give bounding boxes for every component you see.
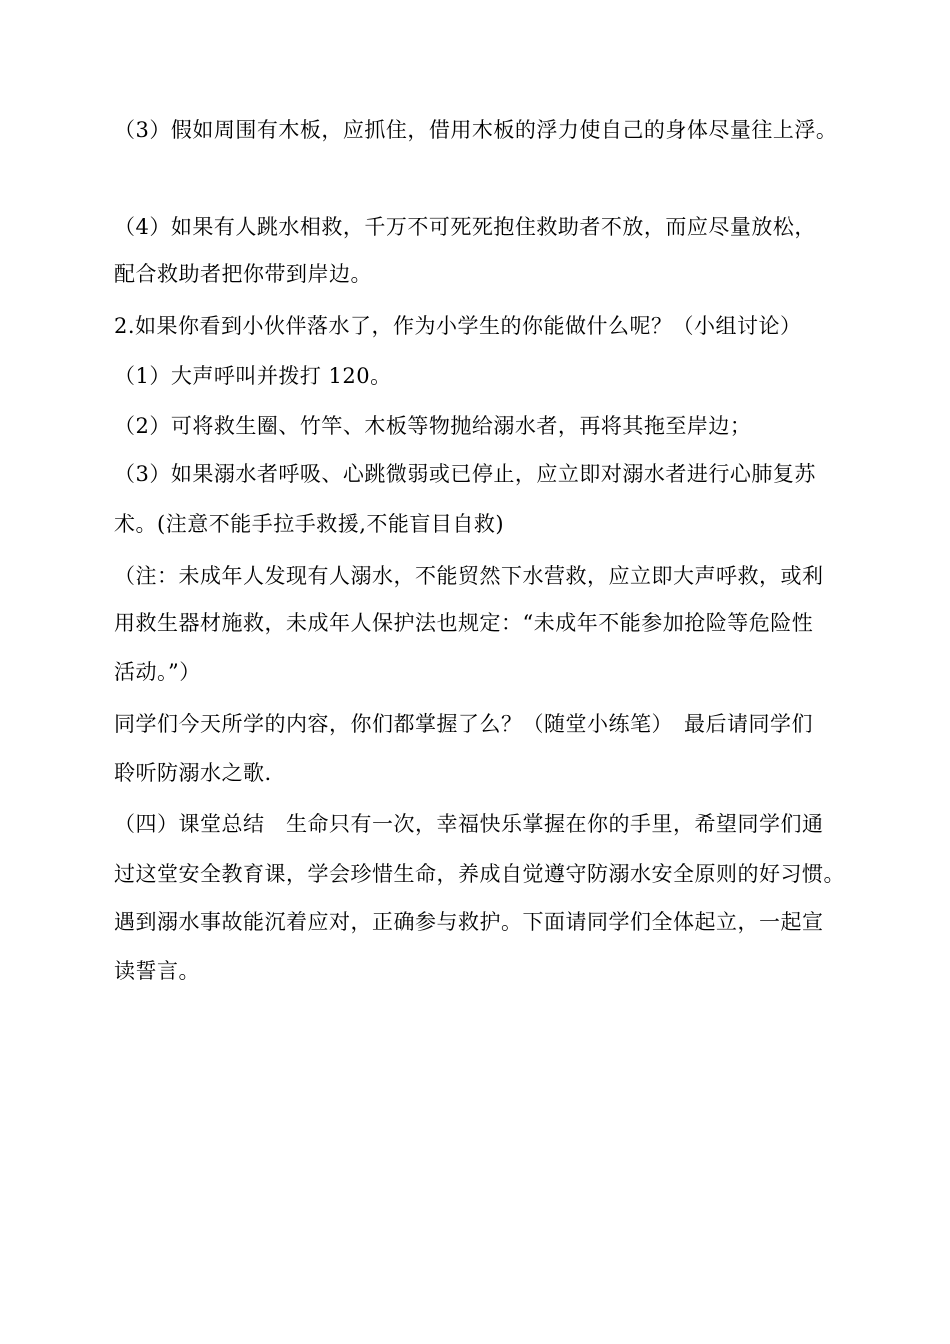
text-line: （注：未成年人发现有人溺水，不能贸然下水营救，应立即大声呼救，或利 xyxy=(114,564,824,588)
text-line: 2.如果你看到小伙伴落水了，作为小学生的你能做什么呢？（小组讨论） xyxy=(114,314,802,338)
text-line: 同学们今天所学的内容，你们都掌握了么？（随堂小练笔） 最后请同学们 xyxy=(114,712,813,736)
text-line: 术。(注意不能手拉手救援,不能盲目自救) xyxy=(114,512,505,536)
text-line: 活动。”） xyxy=(114,660,201,684)
text-line: （3）如果溺水者呼吸、心跳微弱或已停止，应立即对溺水者进行心肺复苏 xyxy=(114,462,816,486)
text-line: 用救生器材施救，未成年人保护法也规定：“未成年不能参加抢险等危险性 xyxy=(114,611,814,635)
text-line: 过这堂安全教育课，学会珍惜生命，养成自觉遵守防溺水安全原则的好习惯。 xyxy=(114,862,845,886)
text-line: 配合救助者把你带到岸边。 xyxy=(114,262,372,286)
text-line: （4）如果有人跳水相救，千万不可死死抱住救助者不放，而应尽量放松， xyxy=(114,215,816,239)
text-line: （1）大声呼叫并拨打 120。 xyxy=(114,364,392,388)
text-line: 遇到溺水事故能沉着应对，正确参与救护。下面请同学们全体起立，一起宣 xyxy=(114,910,824,934)
text-line: （3）假如周围有木板，应抓住，借用木板的浮力使自己的身体尽量往上浮。 xyxy=(114,118,838,142)
text-line: 聆听防溺水之歌. xyxy=(114,761,272,785)
text-line: （四）课堂总结 生命只有一次，幸福快乐掌握在你的手里，希望同学们通 xyxy=(114,812,824,836)
text-line: 读誓言。 xyxy=(114,959,200,983)
text-line: （2）可将救生圈、竹竿、木板等物抛给溺水者，再将其拖至岸边； xyxy=(114,414,752,438)
